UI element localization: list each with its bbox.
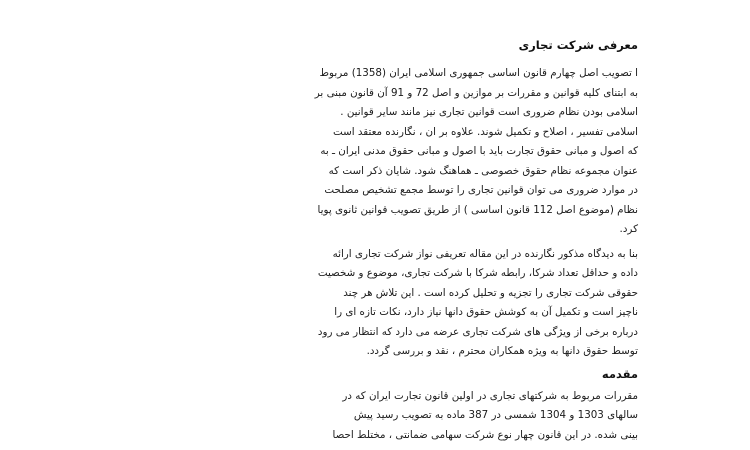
text-line: درباره برخی از ویژگی های شرکت تجاری عرضه می دارد که انتظار می رود — [317, 325, 638, 338]
text-line: حقوقی شرکت تجاری را تجزیه و تحلیل کرده است . این تلاش هر چند — [343, 286, 638, 299]
section-heading: مقدمه — [601, 366, 638, 381]
text-line: در موارد ضروری می توان قوانین تجاری را توسط مجمع تشخیص مصلحت — [324, 184, 638, 196]
text-line: بنا به دیدگاه مذکور نگارنده در این مقاله تعریفی نواز شرکت تجاری ارائه — [332, 247, 638, 260]
text-line: ا تصویب اصل چهارم قانون اساسی جمهوری اسلامی ایران (1358) مربوط — [319, 67, 638, 79]
text-line: به ابتنای کلیه قوانین و مقررات بر موازین و اصل 72 و 91 آن قانون مبنی بر — [314, 86, 638, 99]
text-line: سالهای 1303 و 1304 شمسی در 387 ماده به تصویب رسید پیش — [353, 409, 638, 421]
text-line: عنوان مجموعه نظام حقوق خصوصی ـ هماهنگ شود. شایان ذکر است که — [328, 164, 638, 177]
text-line: ناچیز است و تکمیل آن به کوشش حقوق دانها نیاز دارد، نکات تازه ای را — [334, 306, 638, 318]
text-line: اسلامی تفسیر ، اصلاح و تکمیل شوند. علاوه بر ان ، نگارنده معتقد است — [333, 125, 638, 138]
intro-paragraph — [108, 387, 638, 446]
paragraph-1 — [108, 64, 638, 240]
text-line: نظام (موضوع اصل 112 قانون اساسی ) از طریق تصویب قوانین ثانوی پویا — [317, 203, 638, 216]
text-line: مقررات مربوط به شرکتهای تجاری در اولین قانون تجارت ایران که در — [342, 389, 638, 402]
text-line: اسلامی بودن نظام ضروری است قوانین تجاری نیز مانند سایر قوانین . — [340, 106, 638, 118]
text-line: داده و حداقل تعداد شرکا، رابطه شرکا با شرکت تجاری، موضوع و شخصیت — [317, 267, 638, 279]
text-line: که اصول و مبانی حقوق تجارت باید با اصول و مبانی حقوق مدنی ایران ـ به — [320, 145, 638, 157]
paragraph-2 — [108, 245, 638, 362]
document-title: معرفی شرکت تجاری — [518, 38, 638, 52]
text-line: توسط حقوق دانها به ویژه همکاران محترم ، نقد و بررسی گردد. — [366, 345, 638, 357]
text-line: بینی شده. در این قانون چهار نوع شرکت سهامی ضمانتی ، مختلط احصا — [332, 428, 638, 441]
text-line: کرد. — [619, 223, 638, 235]
document-body — [108, 38, 638, 450]
